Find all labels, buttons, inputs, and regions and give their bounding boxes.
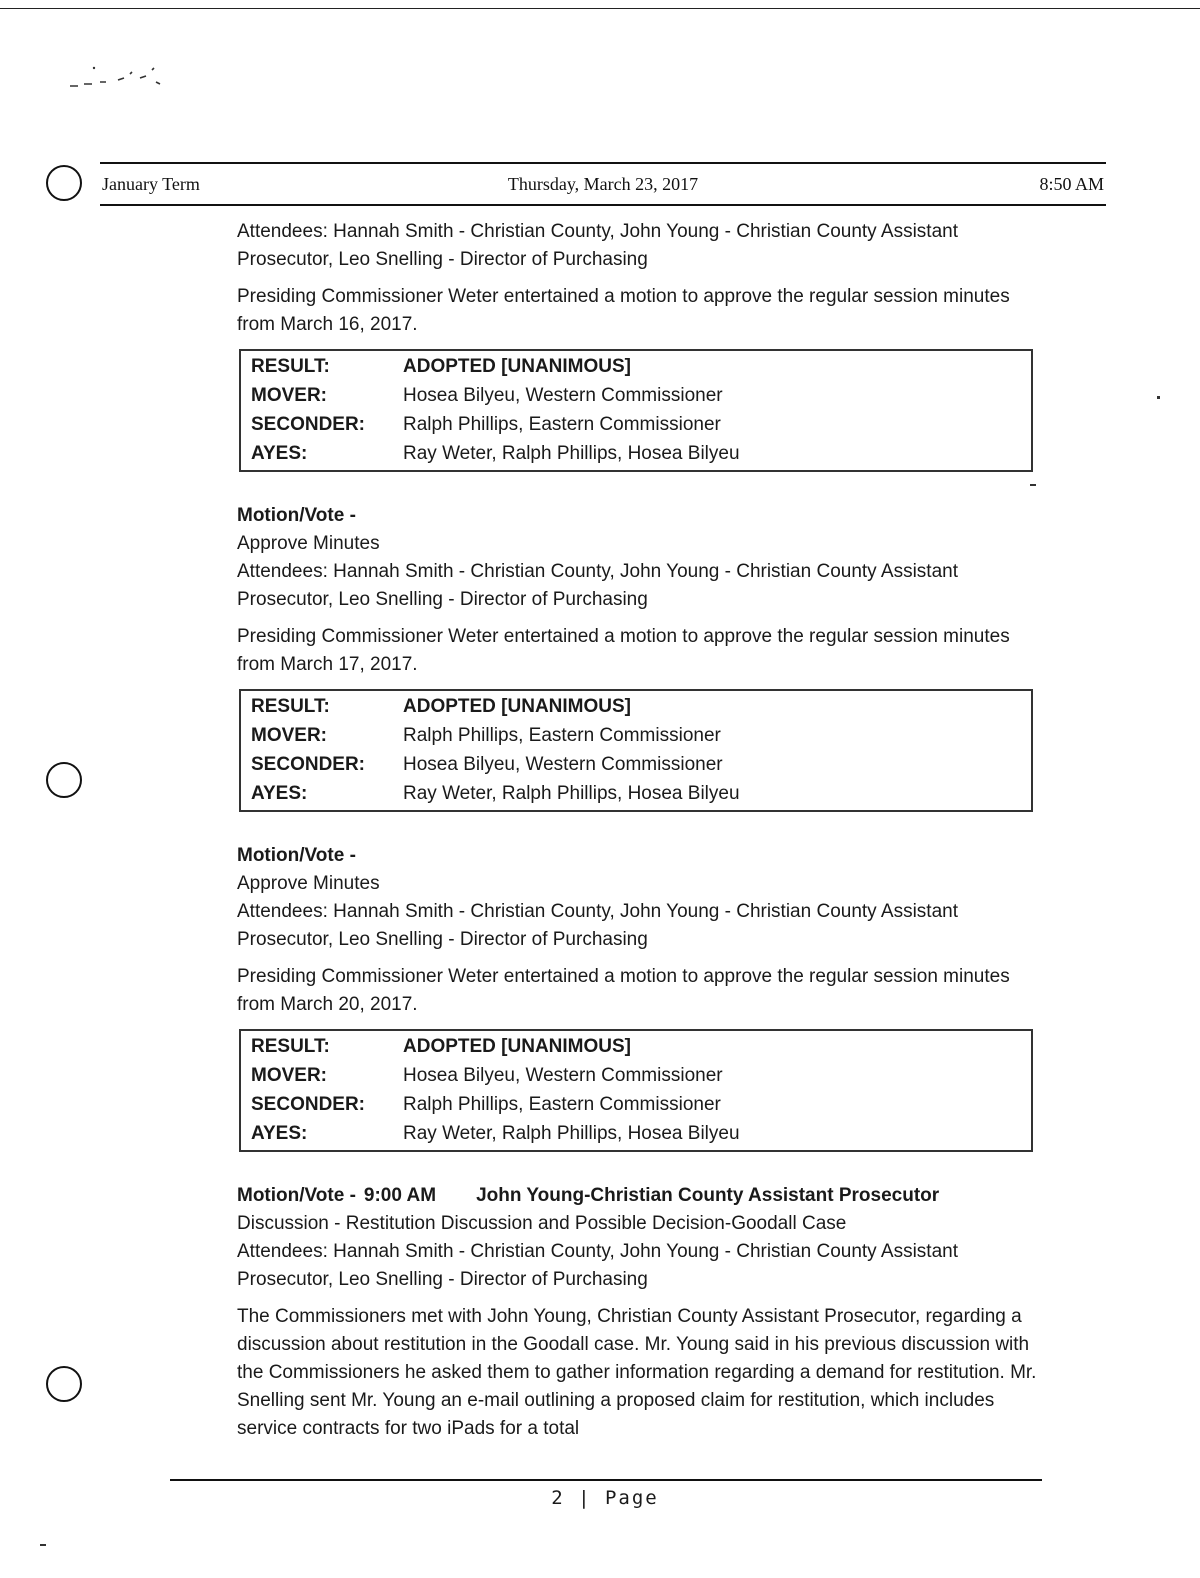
mover-value: Ralph Phillips, Eastern Commissioner	[403, 725, 721, 746]
punch-hole-top	[46, 165, 82, 201]
motion-heading	[237, 1182, 1037, 1210]
attendees-text: Attendees: Hannah Smith - Christian County, John Young - Christian County Assistant Prosecutor, Leo Snelling - Director of Purchasing	[237, 221, 958, 270]
result-label: RESULT:	[251, 356, 330, 377]
result-row	[241, 1032, 1031, 1061]
ayes-row	[241, 439, 1031, 468]
attendees-text: Attendees: Hannah Smith - Christian County, John Young - Christian County Assistant Prosecutor, Leo Snelling - Director of Purchasing	[237, 561, 958, 610]
discussion-topic: Discussion - Restitution Discussion and Possible Decision-Goodall Case	[237, 1213, 847, 1234]
page-number: 2 | Page	[551, 1487, 659, 1509]
seconder-row	[241, 750, 1031, 779]
seconder-label: SECONDER:	[251, 414, 366, 435]
result-row	[241, 692, 1031, 721]
mover-row	[241, 1061, 1031, 1090]
meeting-time: 8:50 AM	[1039, 174, 1104, 194]
presenter-name: John Young-Christian County Assistant Prosecutor	[476, 1185, 940, 1206]
mover-value: Hosea Bilyeu, Western Commissioner	[403, 385, 723, 406]
result-label: RESULT:	[251, 1036, 330, 1057]
mover-value: Hosea Bilyeu, Western Commissioner	[403, 1065, 723, 1086]
mover-label: MOVER:	[251, 725, 327, 746]
discussion-paragraph: The Commissioners met with John Young, Christian County Assistant Prosecutor, regarding a discussion about restitution in the Goodall case. Mr. Young said in his previous discussion with the Commissioners he asked them to gather information regarding a demand for restitution. Mr. Snelling sent Mr. Young an e-mail outlining a proposed claim for restitution, which includes service contracts for two iPads for a total	[237, 1306, 1037, 1439]
seconder-row	[241, 410, 1031, 439]
result-value: ADOPTED [UNANIMOUS]	[403, 1036, 631, 1057]
punch-hole-bottom	[46, 1366, 82, 1402]
motion-paragraph: Presiding Commissioner Weter entertained a motion to approve the regular session minutes from March 16, 2017.	[237, 286, 1010, 335]
section-title: Motion/Vote -	[237, 1185, 356, 1206]
agenda-time: 9:00 AM	[363, 1185, 437, 1206]
seconder-value: Hosea Bilyeu, Western Commissioner	[403, 754, 723, 775]
attendees-text: Attendees: Hannah Smith - Christian County, John Young - Christian County Assistant Prosecutor, Leo Snelling - Director of Purchasing	[237, 1241, 958, 1290]
ayes-row	[241, 1119, 1031, 1148]
punch-hole-middle	[46, 762, 82, 798]
result-value: ADOPTED [UNANIMOUS]	[403, 696, 631, 717]
scan-speck	[40, 1544, 46, 1546]
section-subtitle: Approve Minutes	[237, 533, 380, 554]
footer-rule	[170, 1479, 1042, 1481]
scan-noise-marks	[68, 64, 168, 94]
motion-paragraph: Presiding Commissioner Weter entertained a motion to approve the regular session minutes from March 20, 2017.	[237, 966, 1010, 1015]
seconder-row	[241, 1090, 1031, 1119]
section-subtitle: Approve Minutes	[237, 873, 380, 894]
minutes-body	[237, 218, 1037, 1443]
ayes-value: Ray Weter, Ralph Phillips, Hosea Bilyeu	[403, 1123, 740, 1144]
vote-result-table	[239, 689, 1033, 812]
motion-paragraph: Presiding Commissioner Weter entertained a motion to approve the regular session minutes from March 17, 2017.	[237, 626, 1010, 675]
seconder-value: Ralph Phillips, Eastern Commissioner	[403, 1094, 721, 1115]
ayes-value: Ray Weter, Ralph Phillips, Hosea Bilyeu	[403, 443, 740, 464]
mover-row	[241, 721, 1031, 750]
result-value: ADOPTED [UNANIMOUS]	[403, 356, 631, 377]
seconder-value: Ralph Phillips, Eastern Commissioner	[403, 414, 721, 435]
attendees-text: Attendees: Hannah Smith - Christian County, John Young - Christian County Assistant Prosecutor, Leo Snelling - Director of Purchasing	[237, 901, 958, 950]
section-title: Motion/Vote -	[237, 845, 356, 866]
ayes-value: Ray Weter, Ralph Phillips, Hosea Bilyeu	[403, 783, 740, 804]
mover-label: MOVER:	[251, 1065, 327, 1086]
ayes-row	[241, 779, 1031, 808]
mover-label: MOVER:	[251, 385, 327, 406]
section-title: Motion/Vote -	[237, 505, 356, 526]
ayes-label: AYES:	[251, 1123, 308, 1144]
vote-result-table	[239, 1029, 1033, 1152]
ayes-label: AYES:	[251, 783, 308, 804]
mover-row	[241, 381, 1031, 410]
result-label: RESULT:	[251, 696, 330, 717]
document-header	[100, 162, 1106, 206]
result-row	[241, 352, 1031, 381]
scan-speck	[1157, 396, 1160, 399]
meeting-date: Thursday, March 23, 2017	[507, 174, 699, 194]
scan-top-edge	[0, 8, 1200, 9]
seconder-label: SECONDER:	[251, 754, 366, 775]
seconder-label: SECONDER:	[251, 1094, 366, 1115]
ayes-label: AYES:	[251, 443, 308, 464]
term-label: January Term	[102, 174, 200, 194]
vote-result-table	[239, 349, 1033, 472]
